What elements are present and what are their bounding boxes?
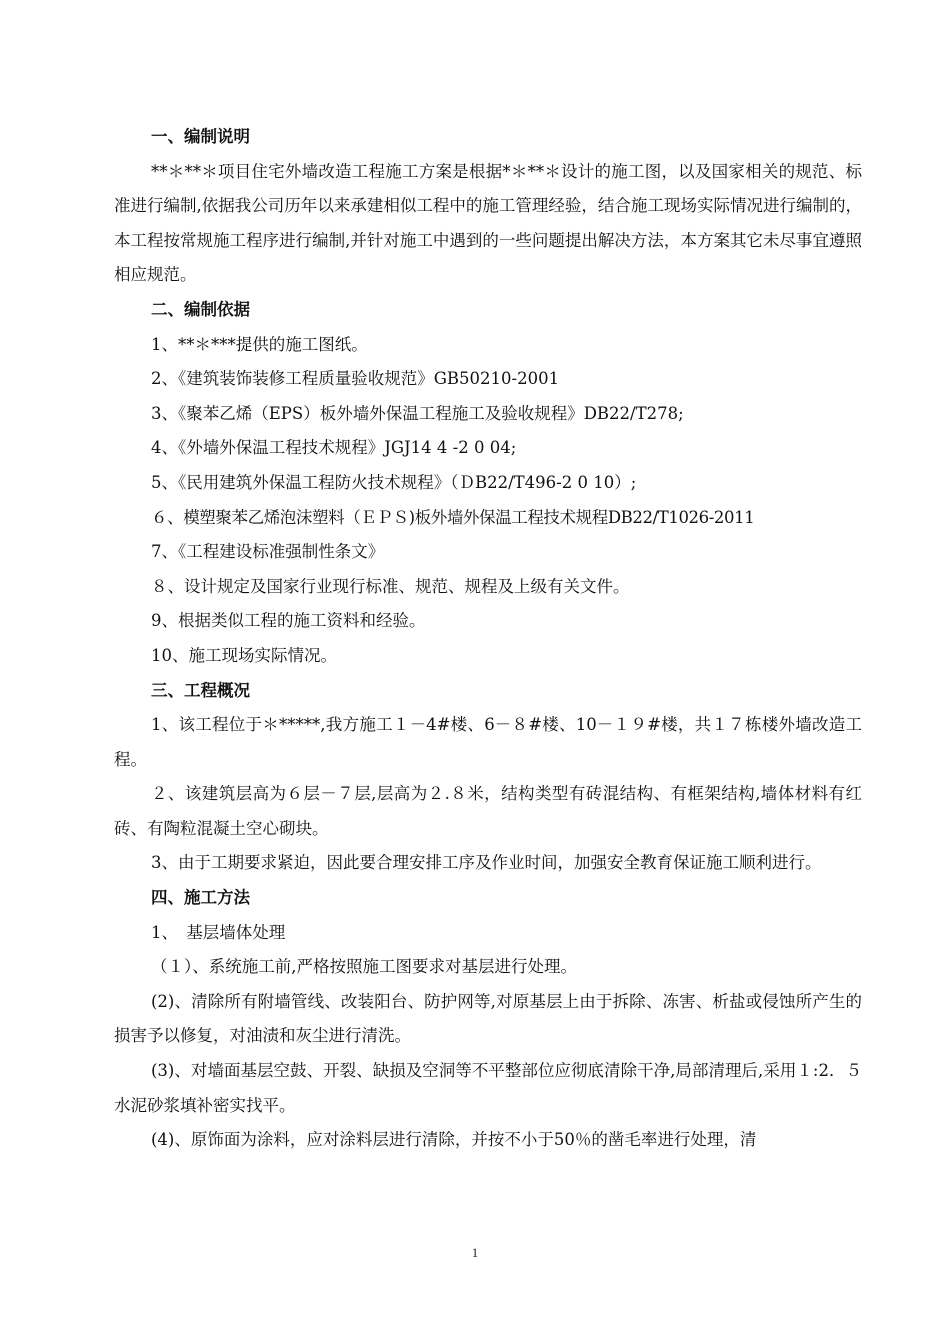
section-heading-3: 三、工程概况 <box>151 680 250 700</box>
list-item: 7、《工程建设标准强制性条文》 <box>151 542 385 562</box>
paragraph-overview-2: ２、该建筑层高为６层－７层,层高为２.８米，结构类型有砖混结构、有框架结构,墙体材料有红砖、有陶粒混凝土空心砌块。 <box>114 784 862 838</box>
list-item: 10、施工现场实际情况。 <box>151 645 337 665</box>
paragraph-method-3: (3)、对墙面基层空鼓、开裂、缺损及空洞等不平整部位应彻底清除干净,局部清理后,采用１:2．５水泥砂浆填补密实找平。 <box>114 1061 862 1115</box>
subsection-heading: 1、 基层墙体处理 <box>151 922 286 942</box>
list-item: 5、《民用建筑外保温工程防火技术规程》（ＤB22/T496-2 0 10）; <box>151 472 637 492</box>
page-number: 1 <box>471 1245 479 1260</box>
list-item: ８、设计规定及国家行业现行标准、规范、规程及上级有关文件。 <box>151 576 630 596</box>
paragraph-overview-3: 3、由于工期要求紧迫，因此要合理安排工序及作业时间，加强安全教育保证施工顺利进行。 <box>151 853 822 873</box>
list-item: ６、模塑聚苯乙烯泡沫塑料（ＥＰＳ)板外墙外保温工程技术规程DB22/T1026-2011 <box>151 507 755 527</box>
document-body <box>114 120 862 1158</box>
list-item: 2、《建筑装饰装修工程质量验收规范》GB50210-2001 <box>151 369 560 389</box>
section-heading-1: 一、编制说明 <box>151 127 250 146</box>
paragraph-method-2: (2)、清除所有附墙管线、改装阳台、防护网等,对原基层上由于拆除、冻害、析盐或侵蚀所产生的损害予以修复，对油渍和灰尘进行清洗。 <box>114 991 862 1046</box>
paragraph-intro: **＊**＊项目住宅外墙改造工程施工方案是根据*＊**＊设计的施工图，以及国家相关的规范、标准进行编制,依据我公司历年以来承建相似工程中的施工管理经验，结合施工现场实际情况进行编制的，本工程按常规施工程序进行编制,并针对施工中遇到的一些问题提出解决方法，本方案其它未尽事宜遵照相应规范。 <box>114 161 862 285</box>
list-item: 3、《聚苯乙烯（EPS）板外墙外保温工程施工及验收规程》DB22/T278; <box>151 403 684 423</box>
list-item: 4、《外墙外保温工程技术规程》JGJ14 4 -2 0 04; <box>151 438 517 458</box>
section-heading-2: 二、编制依据 <box>151 299 250 319</box>
paragraph-method-1: （１）、系统施工前,严格按照施工图要求对基层进行处理。 <box>151 957 577 977</box>
paragraph-method-4: (4)、原饰面为涂料，应对涂料层进行清除，并按不小于50％的凿毛率进行处理，清 <box>151 1130 757 1150</box>
section-heading-4: 四、施工方法 <box>151 888 250 908</box>
list-item: 1、**＊***提供的施工图纸。 <box>151 334 368 354</box>
list-item: 9、根据类似工程的施工资料和经验。 <box>151 611 426 631</box>
paragraph-overview-1: 1、该工程位于＊*****,我方施工１－4#楼、6－８#楼、10－１９#楼，共１７栋楼外墙改造工程。 <box>114 715 862 769</box>
